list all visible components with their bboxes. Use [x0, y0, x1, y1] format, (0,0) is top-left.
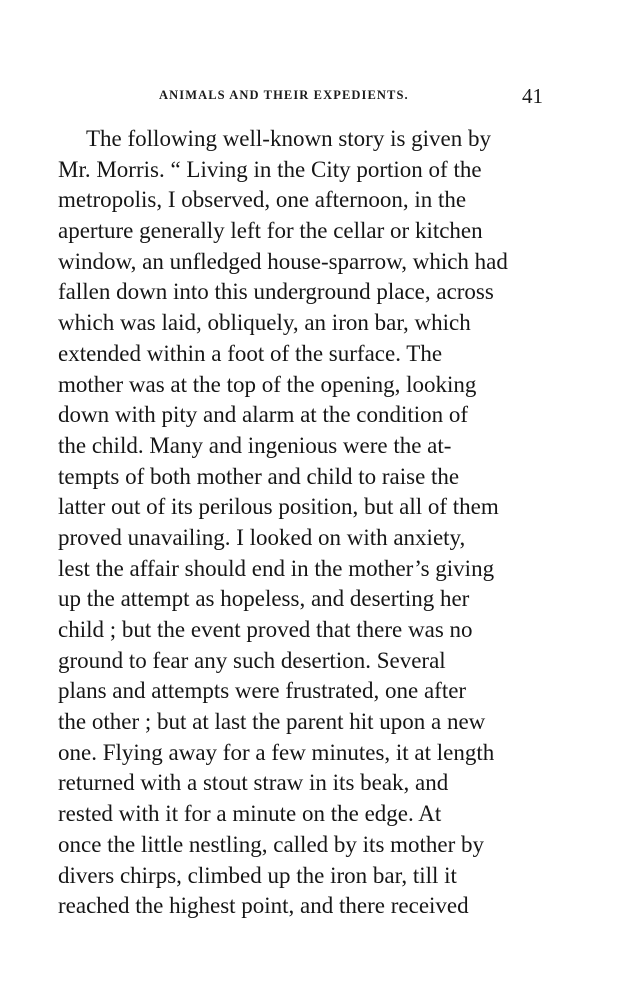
text-line: divers chirps, climbed up the iron bar, till it: [58, 862, 457, 888]
text-line: up the attempt as hopeless, and deserting her: [58, 586, 470, 612]
text-line: tempts of both mother and child to raise the: [58, 463, 460, 489]
text-line: plans and attempts were frustrated, one after: [58, 678, 467, 704]
text-line: once the little nestling, called by its mother by: [58, 831, 485, 857]
text-line: the other ; but at last the parent hit upon a new: [58, 709, 486, 735]
page-number: 41: [522, 84, 543, 108]
text-line: mother was at the top of the opening, looking: [58, 371, 477, 397]
text-line: fallen down into this underground place, across: [58, 279, 494, 305]
text-line: rested with it for a minute on the edge. At: [58, 801, 442, 827]
text-line: lest the affair should end in the mother’s giving: [58, 555, 495, 581]
text-line: down with pity and alarm at the condition of: [58, 402, 469, 428]
text-line: proved unavailing. I looked on with anxiety,: [58, 524, 466, 550]
text-line: ground to fear any such desertion. Several: [58, 647, 446, 673]
text-line: extended within a foot of the surface. The: [58, 340, 443, 366]
text-line: one. Flying away for a few minutes, it at length: [58, 739, 495, 765]
header-title: ANIMALS AND THEIR EXPEDIENTS.: [159, 88, 409, 102]
text-line: returned with a stout straw in its beak, and: [58, 770, 449, 796]
text-line: aperture generally left for the cellar or kitchen: [58, 218, 483, 244]
text-line: window, an unfledged house-sparrow, which had: [58, 248, 508, 274]
text-line: which was laid, obliquely, an iron bar, which: [58, 310, 471, 336]
body-text: [58, 124, 546, 922]
running-header: [159, 84, 543, 108]
text-line: reached the highest point, and there received: [58, 893, 469, 919]
text-line: The following well-known story is given by: [86, 126, 492, 151]
text-line: latter out of its perilous position, but all of them: [58, 494, 499, 520]
text-line: the child. Many and ingenious were the at-: [58, 432, 452, 458]
text-line: metropolis, I observed, one afternoon, in the: [58, 187, 467, 213]
text-line: child ; but the event proved that there was no: [58, 617, 473, 642]
text-line: Mr. Morris. “ Living in the City portion of the: [58, 156, 482, 182]
